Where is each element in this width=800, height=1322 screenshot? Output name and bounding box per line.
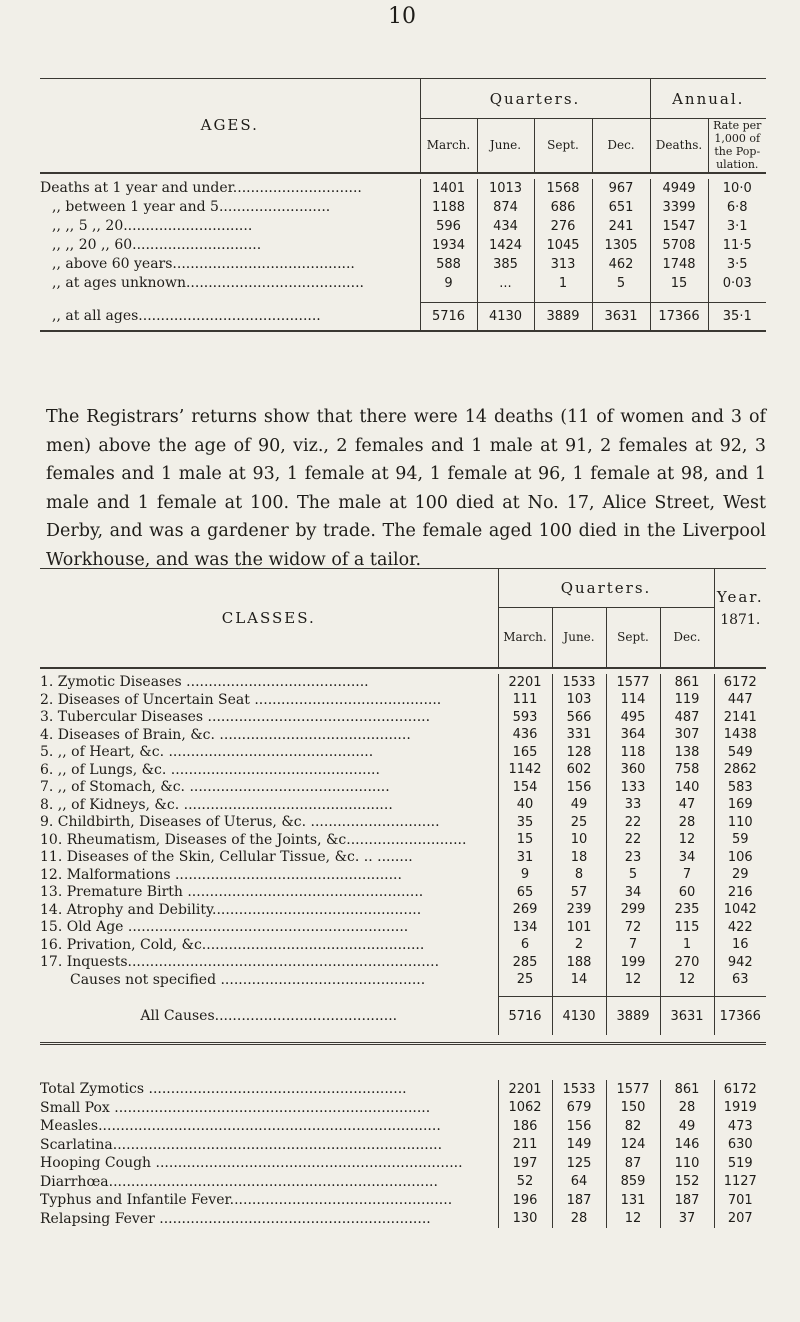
cell: 686	[534, 198, 592, 217]
cell: 701	[727, 1192, 753, 1208]
cell: 3631	[660, 997, 714, 1036]
cell: 436	[498, 726, 552, 744]
row-label: ,, ,, 20 ,, 60.............................	[40, 236, 420, 255]
cell: 583	[727, 779, 753, 795]
cell: 8	[552, 866, 606, 884]
cell: 57	[552, 884, 606, 902]
cell: 156	[552, 779, 606, 797]
cell: 967	[592, 179, 650, 198]
table-row	[40, 884, 766, 902]
cell: 63	[731, 972, 749, 988]
row-label: 15. Old Age ...............................................................	[40, 919, 498, 937]
cell: 33	[606, 796, 660, 814]
cell: 1424	[477, 236, 534, 255]
cell: 1577	[606, 1080, 660, 1099]
cell: 9	[420, 274, 477, 293]
cell: 519	[727, 1155, 753, 1171]
cell: 276	[534, 217, 592, 236]
cell: 4130	[552, 997, 606, 1036]
cell: 1934	[420, 236, 477, 255]
cell: 679	[552, 1099, 606, 1118]
cell: 1568	[534, 179, 592, 198]
table-row	[40, 831, 766, 849]
row-label: 8. ,, of Kidneys, &c. ...............................................	[40, 796, 498, 814]
row-label: 3. Tubercular Diseases ..................................................	[40, 709, 498, 727]
cell: 422	[727, 919, 753, 935]
row-label: Deaths at 1 year and under.............................	[40, 179, 420, 198]
row-label: 5. ,, of Heart, &c. ..............................................	[40, 744, 498, 762]
cell: 187	[552, 1191, 606, 1210]
cell: 211	[498, 1136, 552, 1155]
col-sept: Sept.	[606, 608, 660, 668]
row-label: 10. Rheumatism, Diseases of the Joints, &c...........................	[40, 831, 498, 849]
cell: 6	[498, 936, 552, 954]
cell: 216	[727, 884, 753, 900]
table-row	[40, 274, 766, 293]
table-row	[40, 255, 766, 274]
col-rate: Rate per 1,000 of the Pop- ulation.	[713, 119, 762, 172]
cell: 10	[552, 831, 606, 849]
row-label: ,, between 1 year and 5.........................	[40, 198, 420, 217]
cell: 7	[606, 936, 660, 954]
cell: 593	[498, 709, 552, 727]
row-label: 2. Diseases of Uncertain Seat ..........................................	[40, 691, 498, 709]
cell: 28	[660, 814, 714, 832]
cell: 110	[660, 1154, 714, 1173]
cell: 3889	[606, 997, 660, 1036]
table-row	[40, 814, 766, 832]
cell: 59	[731, 832, 749, 848]
cell: 7	[660, 866, 714, 884]
cell: 3·5	[726, 256, 748, 272]
classes-total	[40, 989, 766, 1044]
cell: 12	[660, 831, 714, 849]
cell: 156	[552, 1117, 606, 1136]
table-row	[40, 779, 766, 797]
table-row	[40, 691, 766, 709]
cell: 124	[606, 1136, 660, 1155]
cell: 12	[606, 971, 660, 989]
cell: 861	[660, 1080, 714, 1099]
cell: 1919	[723, 1100, 757, 1116]
cell: 3·1	[726, 218, 748, 234]
quarters-heading: Quarters.	[420, 79, 650, 119]
cell: 110	[727, 814, 753, 830]
cell: 52	[498, 1173, 552, 1192]
table-row	[40, 1080, 766, 1099]
table-row	[40, 1191, 766, 1210]
cell: 1013	[477, 179, 534, 198]
col-june: June.	[477, 119, 534, 173]
table-row	[40, 849, 766, 867]
row-label: 6. ,, of Lungs, &c. ...............................................	[40, 761, 498, 779]
cell: 360	[606, 761, 660, 779]
cell: 28	[660, 1099, 714, 1118]
cell: 23	[606, 849, 660, 867]
table-row	[40, 761, 766, 779]
cell: 1	[534, 274, 592, 293]
cell: 17366	[650, 303, 708, 331]
cell: 1438	[723, 727, 757, 743]
cell: 40	[498, 796, 552, 814]
cell: 11·5	[722, 237, 752, 253]
row-label: 9. Childbirth, Diseases of Uterus, &c. .............................	[40, 814, 498, 832]
cell: 37	[660, 1210, 714, 1229]
cell: 549	[727, 744, 753, 760]
cell: 5716	[420, 303, 477, 331]
cell: 1142	[498, 761, 552, 779]
cell: 9	[498, 866, 552, 884]
row-label: 4. Diseases of Brain, &c. ...........................................	[40, 726, 498, 744]
row-label: Causes not specified ..............................................	[40, 971, 498, 989]
cell: 239	[552, 901, 606, 919]
cell: 596	[420, 217, 477, 236]
cell: 64	[552, 1173, 606, 1192]
classes-table	[40, 568, 766, 1045]
cell: 15	[498, 831, 552, 849]
cell: 447	[727, 692, 753, 708]
cell: 35·1	[708, 303, 766, 331]
cell: 35	[498, 814, 552, 832]
cell: 128	[552, 744, 606, 762]
cell: 196	[498, 1191, 552, 1210]
cell: 103	[552, 691, 606, 709]
cell: 495	[606, 709, 660, 727]
cell: 197	[498, 1154, 552, 1173]
cell: 602	[552, 761, 606, 779]
cell: 149	[552, 1136, 606, 1155]
row-label: All Causes.........................................	[40, 997, 498, 1036]
cell: 10·0	[722, 180, 752, 196]
quarters-heading-2: Quarters.	[498, 569, 714, 608]
cell: 1533	[552, 1080, 606, 1099]
row-label: ,, at ages unknown........................................	[40, 274, 420, 293]
row-label: Total Zymotics ..........................................................	[40, 1080, 498, 1099]
col-sept: Sept.	[534, 119, 592, 173]
cell: 2862	[723, 762, 757, 778]
cell: 331	[552, 726, 606, 744]
cell: 0·03	[722, 275, 752, 291]
cell: 385	[477, 255, 534, 274]
cell: 6172	[723, 1081, 757, 1097]
table-row	[40, 866, 766, 884]
cell: 859	[606, 1173, 660, 1192]
row-label: Measles.............................................................................	[40, 1117, 498, 1136]
cell: 1045	[534, 236, 592, 255]
cell: 588	[420, 255, 477, 274]
table-row	[40, 919, 766, 937]
cell: 1577	[606, 674, 660, 692]
cell: 1062	[498, 1099, 552, 1118]
cell: 154	[498, 779, 552, 797]
table-row	[40, 744, 766, 762]
cell: 106	[727, 849, 753, 865]
ages-table	[40, 78, 766, 332]
row-label: Relapsing Fever .............................................................	[40, 1210, 498, 1229]
table-row	[40, 971, 766, 989]
cell: 22	[606, 814, 660, 832]
cell: 6172	[723, 674, 757, 690]
cell: 1547	[650, 217, 708, 236]
cell: 1127	[723, 1174, 757, 1190]
cell: 150	[606, 1099, 660, 1118]
row-label: 7. ,, of Stomach, &c. .............................................	[40, 779, 498, 797]
cell: 165	[498, 744, 552, 762]
col-march: March.	[498, 608, 552, 668]
cell: 5	[592, 274, 650, 293]
table-row	[40, 1154, 766, 1173]
cell: 25	[498, 971, 552, 989]
cell: 235	[660, 901, 714, 919]
cell: 131	[606, 1191, 660, 1210]
row-label: 16. Privation, Cold, &c..................................................	[40, 936, 498, 954]
cell: 152	[660, 1173, 714, 1192]
table-row	[40, 936, 766, 954]
classes-rows	[40, 674, 766, 989]
row-label: ,, ,, 5 ,, 20.............................	[40, 217, 420, 236]
cell: 307	[660, 726, 714, 744]
cell: 29	[731, 867, 749, 883]
cell: 2201	[498, 1080, 552, 1099]
cell: 207	[727, 1211, 753, 1227]
cell: 364	[606, 726, 660, 744]
cell: 1188	[420, 198, 477, 217]
row-label: Typhus and Infantile Fever..................................................	[40, 1191, 498, 1210]
cell: 2141	[723, 709, 757, 725]
cell: 285	[498, 954, 552, 972]
zymotics-table	[40, 1080, 766, 1228]
cell: 65	[498, 884, 552, 902]
cell: 5716	[498, 997, 552, 1036]
cell: 758	[660, 761, 714, 779]
annual-heading: Annual.	[650, 79, 766, 119]
cell: 1	[660, 936, 714, 954]
row-label: Diarrhœa..........................................................................	[40, 1173, 498, 1192]
cell: 14	[552, 971, 606, 989]
table-row	[40, 726, 766, 744]
cell: 28	[552, 1210, 606, 1229]
table-row	[40, 674, 766, 692]
cell: 2	[552, 936, 606, 954]
cell: 861	[660, 674, 714, 692]
cell: 187	[660, 1191, 714, 1210]
table-row	[40, 709, 766, 727]
cell: 47	[660, 796, 714, 814]
row-label: ,, at all ages.........................................	[40, 303, 420, 331]
cell: 874	[477, 198, 534, 217]
cell: 186	[498, 1117, 552, 1136]
table-row	[40, 236, 766, 255]
cell: 115	[660, 919, 714, 937]
cell: 118	[606, 744, 660, 762]
cell: 31	[498, 849, 552, 867]
cell: 1305	[592, 236, 650, 255]
cell: 434	[477, 217, 534, 236]
total-row	[40, 303, 766, 331]
cell: 270	[660, 954, 714, 972]
classes-heading: CLASSES.	[40, 569, 498, 668]
table-row	[40, 1173, 766, 1192]
total-row	[40, 997, 766, 1036]
col-deaths: Deaths.	[650, 119, 708, 173]
table-row	[40, 1136, 766, 1155]
cell: 133	[606, 779, 660, 797]
cell: 34	[660, 849, 714, 867]
registrars-paragraph: The Registrars’ returns show that there were 14 deaths (11 of women and 3 of men) above the age of 90, viz., 2 females and 1 male at 91, 2 females at 92, 3 females and 1 male at 93, 1 female at 94, 1 female at 96, 1 female at 98, and 1 male and 1 female at 100. The male at 100 died at No. 17, Alice Street, West Derby, and was a gardener by trade. The female aged 100 died in the Liverpool Workhouse, and was the widow of a tailor.	[46, 407, 766, 570]
table-row	[40, 1117, 766, 1136]
cell: 72	[606, 919, 660, 937]
cell: 140	[660, 779, 714, 797]
cell: 134	[498, 919, 552, 937]
cell: 5	[606, 866, 660, 884]
cell: 1748	[650, 255, 708, 274]
cell: 146	[660, 1136, 714, 1155]
cell: 473	[727, 1118, 753, 1134]
cell: 16	[731, 937, 749, 953]
row-label: Hooping Cough .....................................................................	[40, 1154, 498, 1173]
cell: 12	[660, 971, 714, 989]
cell: 111	[498, 691, 552, 709]
table-row	[40, 217, 766, 236]
year-value: 1871.	[720, 611, 761, 628]
row-label: Scarlatina..........................................................................	[40, 1136, 498, 1155]
cell: 114	[606, 691, 660, 709]
table-row	[40, 1210, 766, 1229]
cell: 125	[552, 1154, 606, 1173]
cell: 4130	[477, 303, 534, 331]
cell: 269	[498, 901, 552, 919]
cell: 5708	[650, 236, 708, 255]
cell: 3399	[650, 198, 708, 217]
cell: 15	[650, 274, 708, 293]
cell: 12	[606, 1210, 660, 1229]
zymotics-rows	[40, 1080, 766, 1228]
row-label: 14. Atrophy and Debility...............................................	[40, 901, 498, 919]
cell: 651	[592, 198, 650, 217]
cell: 60	[660, 884, 714, 902]
cell: 487	[660, 709, 714, 727]
row-label: 12. Malformations ...................................................	[40, 866, 498, 884]
row-label: 1. Zymotic Diseases .........................................	[40, 674, 498, 692]
cell: 18	[552, 849, 606, 867]
table-row	[40, 1099, 766, 1118]
page-number: 10	[388, 4, 416, 29]
cell: 1042	[723, 902, 757, 918]
cell: 130	[498, 1210, 552, 1229]
col-dec: Dec.	[660, 608, 714, 668]
ages-rows	[40, 179, 766, 331]
cell: 6·8	[726, 199, 748, 215]
row-label: ,, above 60 years.........................................	[40, 255, 420, 274]
row-label: Small Pox .......................................................................	[40, 1099, 498, 1118]
cell: 4949	[650, 179, 708, 198]
cell: 49	[660, 1117, 714, 1136]
cell: 566	[552, 709, 606, 727]
cell: 25	[552, 814, 606, 832]
cell: 1401	[420, 179, 477, 198]
cell: 299	[606, 901, 660, 919]
cell: 17366	[714, 997, 766, 1036]
cell: ...	[477, 274, 534, 293]
cell: 22	[606, 831, 660, 849]
col-march: March.	[420, 119, 477, 173]
cell: 101	[552, 919, 606, 937]
ages-heading: AGES.	[40, 79, 420, 173]
cell: 49	[552, 796, 606, 814]
cell: 313	[534, 255, 592, 274]
cell: 2201	[498, 674, 552, 692]
cell: 1533	[552, 674, 606, 692]
cell: 34	[606, 884, 660, 902]
table-row	[40, 796, 766, 814]
cell: 3631	[592, 303, 650, 331]
table-row	[40, 179, 766, 198]
cell: 630	[727, 1137, 753, 1153]
cell: 169	[727, 797, 753, 813]
row-label: 17. Inquests......................................................................	[40, 954, 498, 972]
cell: 462	[592, 255, 650, 274]
cell: 188	[552, 954, 606, 972]
cell: 241	[592, 217, 650, 236]
col-dec: Dec.	[592, 119, 650, 173]
cell: 82	[606, 1117, 660, 1136]
cell: 199	[606, 954, 660, 972]
row-label: 11. Diseases of the Skin, Cellular Tissue, &c. .. ........	[40, 849, 498, 867]
cell: 3889	[534, 303, 592, 331]
table-row	[40, 901, 766, 919]
table-row	[40, 198, 766, 217]
col-june: June.	[552, 608, 606, 668]
cell: 942	[727, 954, 753, 970]
row-label: 13. Premature Birth .....................................................	[40, 884, 498, 902]
cell: 119	[660, 691, 714, 709]
table-row	[40, 954, 766, 972]
cell: 138	[660, 744, 714, 762]
cell: 87	[606, 1154, 660, 1173]
year-heading: Year.	[716, 587, 764, 606]
